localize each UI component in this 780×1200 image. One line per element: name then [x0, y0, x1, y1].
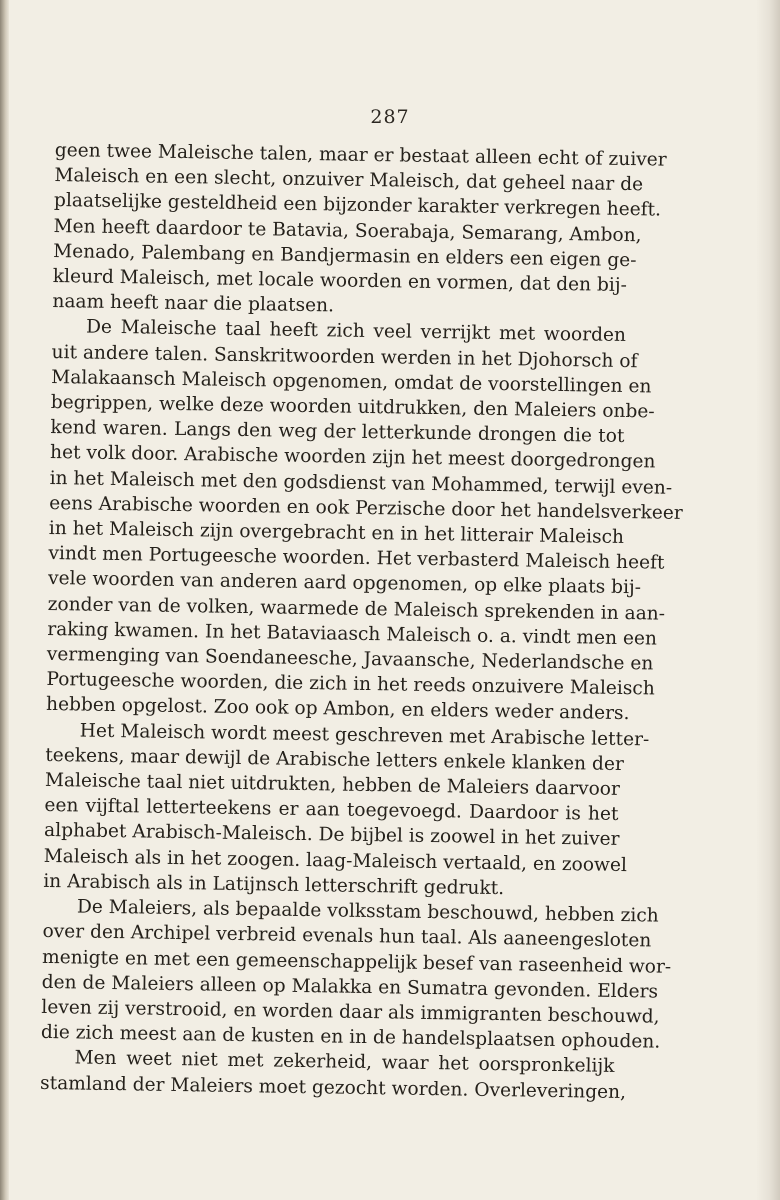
text-line: die zich meest aan de kusten en in de handelsplaatsen ophouden. — [40, 1022, 661, 1053]
text-line: eens Arabische woorden en ook Perzische door het handelsverkeer — [49, 492, 683, 524]
text-line: Men weet niet met zekerheid, waar het oorspronkelijk — [74, 1047, 615, 1078]
text-line: het volk door. Arabische woorden zijn het meest doorgedrongen — [49, 442, 656, 473]
text-line: in het Maleisch met den godsdienst van Mohammed, terwijl even- — [49, 467, 673, 499]
body-text — [39, 138, 683, 1105]
text-line: plaatselijke gesteldheid een bijzonder karakter verkregen heeft. — [53, 190, 662, 221]
text-line: naam heeft naar die plaatsen. — [52, 291, 335, 317]
text-line: Maleische taal niet uitdrukten, hebben de Maleiers daarvoor — [44, 770, 620, 801]
text-line: stamland der Maleiers moet gezocht worden. Overleveringen, — [39, 1072, 627, 1103]
page-edge-shadow — [756, 0, 780, 1200]
text-line: Menado, Palembang en Bandjermasin en elders een eigen ge- — [53, 240, 637, 271]
text-line: vindt men Portugeesche woorden. Het verbasterd Maleisch heeft — [48, 543, 665, 574]
text-line: Maleisch als in het zoogen. laag-Maleisch vertaald, en zoowel — [43, 845, 628, 876]
paragraph — [52, 138, 667, 323]
paragraph — [40, 894, 672, 1054]
text-line: Portugeesche woorden, die zich in het reeds onzuivere Maleisch — [46, 669, 655, 700]
text-line: hebben opgelost. Zoo ook op Ambon, en elders weder anders. — [45, 694, 630, 725]
text-line: over den Archipel verbreid evenals hun taal. Als aaneengesloten — [42, 921, 652, 952]
text-line: Men heeft daardoor te Batavia, Soerabaja, Semarang, Ambon, — [53, 215, 642, 246]
text-line: raking kwamen. In het Bataviaasch Maleisch o. a. vindt men een — [47, 618, 658, 650]
text-line: menigte en met een gemeenschappelijk besef van raseenheid wor- — [41, 946, 672, 978]
text-line: Maleisch en een slecht, onzuiver Maleisch, dat geheel naar de — [54, 165, 644, 196]
text-line: uit andere talen. Sanskritwoorden werden in het Djohorsch of — [51, 341, 638, 372]
text-line: een vijftal letterteekens er aan toegevoegd. Daardoor is het — [44, 795, 619, 826]
text-line: vermenging van Soendaneesche, Javaansche, Nederlandsche en — [46, 644, 654, 675]
text-line: zonder van de volken, waarmede de Maleisch sprekenden in aan- — [47, 593, 666, 625]
text-line: vele woorden van anderen aard opgenomen, op elke plaats bij- — [47, 568, 642, 599]
text-line: Malakaansch Maleisch opgenomen, omdat de voorstellingen en — [51, 366, 652, 398]
text-line: De Maleiers, als bepaalde volksstam beschouwd, hebben zich — [76, 896, 659, 927]
page-number: 287 — [370, 106, 410, 128]
text-line: in het Maleisch zijn overgebracht en in het litterair Maleisch — [48, 518, 625, 549]
text-line: kend waren. Langs den weg der letterkunde drongen die tot — [50, 417, 625, 448]
text-line: De Maleische taal heeft zich veel verrijkt met woorden — [85, 316, 627, 347]
paragraph — [45, 314, 683, 726]
text-line: geen twee Maleische talen, maar er bestaat alleen echt of zuiver — [54, 139, 667, 171]
text-line: Het Maleisch wordt meest geschreven met Arabische letter- — [79, 720, 650, 751]
binding-edge — [0, 0, 9, 1200]
text-line: kleurd Maleisch, met locale woorden en vormen, dat den bij- — [52, 265, 628, 297]
paragraph — [43, 718, 650, 903]
paragraph — [39, 1045, 627, 1104]
text-line: teekens, maar dewijl de Arabische letters enkele klanken der — [45, 744, 624, 775]
text-line: begrippen, welke deze woorden uitdrukken, den Maleiers onbe- — [50, 391, 655, 423]
text-line: alphabet Arabisch-Maleisch. De bijbel is zoowel in het zuiver — [43, 820, 620, 851]
text-line: leven zij verstrooid, en worden daar als immigranten beschouwd, — [41, 996, 660, 1028]
text-line: den de Maleiers alleen op Malakka en Sumatra gevonden. Elders — [41, 971, 659, 1003]
text-line: in Arabisch als in Latijnsch letterschrift gedrukt. — [43, 870, 505, 900]
